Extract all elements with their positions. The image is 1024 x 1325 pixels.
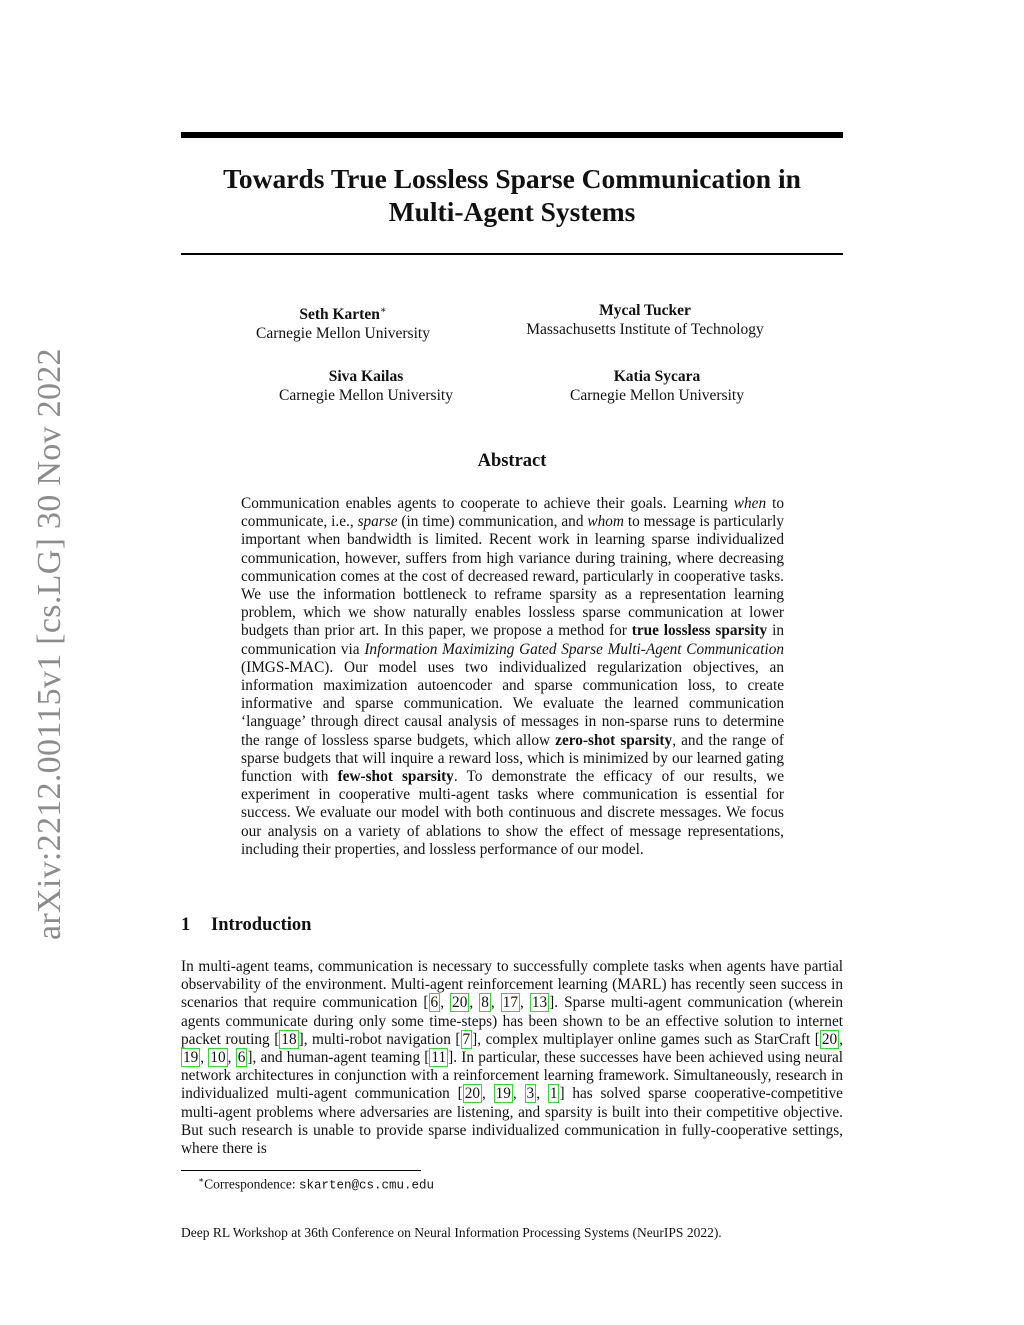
title-line-2: Multi-Agent Systems xyxy=(388,196,636,227)
correspondence-email[interactable]: skarten@cs.cmu.edu xyxy=(298,1178,434,1193)
author-name: Seth Karten xyxy=(299,306,380,324)
arxiv-identifier[interactable]: arXiv:2212.00115v1 [cs.LG] 30 Nov 2022 xyxy=(31,348,68,940)
citation-group xyxy=(429,1048,448,1067)
paper-title xyxy=(181,162,843,228)
citation-link[interactable]: 3 xyxy=(526,1085,535,1103)
title-rule-top xyxy=(181,132,843,138)
section-title: Introduction xyxy=(211,915,312,935)
citation-link[interactable]: 6 xyxy=(237,1049,246,1067)
citation-link[interactable]: 18 xyxy=(281,1030,297,1048)
citation-link[interactable]: 20 xyxy=(452,994,468,1012)
footnote-rule xyxy=(181,1170,421,1171)
citation-group: 20 , 19 , 3 , 1 xyxy=(464,1085,558,1103)
citation-link[interactable]: 8 xyxy=(481,994,489,1012)
author-affiliation: Carnegie Mellon University xyxy=(570,387,744,404)
author-affiliation: Carnegie Mellon University xyxy=(279,387,453,404)
abstract-text: Communication enables agents to cooperate to achieve their goals. Learning when to communicate, i.e., sparse (in time) communication, and whom to message is particularly important when bandwidth is limited. Recent work in learning sparse individualized communication, however, suffers from high variance during training, where decreasing communication comes at the cost of decreased reward, particularly in cooperative tasks. We use the information bottleneck to reframe sparsity as a representation learning problem, which we show naturally enables lossless sparse communication at lower budgets than prior art. In this paper, we propose a method for true lossless sparsity in communication via Information Maximizing Gated Sparse Multi-Agent Communication (IMGS-MAC). Our model uses two individualized regularization objectives, an information maximization autoencoder and sparse communication loss, to create informative and sparse communication. We evaluate the learned communication ‘language’ through direct causal analysis of messages in non-sparse runs to determine the range of lossless sparse budgets, which allow zero-shot sparsity, and the range of sparse budgets that will inquire a reward loss, which is minimized by our learned gating function with few-shot sparsity. To demonstrate the efficacy of our results, we experiment in cooperative multi-agent tasks where communication is essential for success. We evaluate our model with both continuous and discrete messages. We focus our analysis on a variety of ablations to show the effect of message representations, including their properties, and lossless performance of our model. xyxy=(241,495,785,858)
author-block xyxy=(557,367,757,405)
section-heading xyxy=(181,915,311,936)
author-block xyxy=(510,301,780,339)
venue-footer: Deep RL Workshop at 36th Conference on Neural Information Processing Systems (NeurIPS 2022). xyxy=(181,1225,722,1240)
citation-group: 20 , 19 , 10 , 6 xyxy=(183,1030,843,1067)
author-name: Siva Kailas xyxy=(328,368,404,385)
citation-link[interactable]: 20 xyxy=(464,1085,480,1103)
author-block xyxy=(266,367,466,405)
citation-link[interactable]: 19 xyxy=(495,1085,511,1103)
author-name: Katia Sycara xyxy=(613,368,701,385)
citation-group xyxy=(461,1030,473,1049)
citation-link[interactable]: 17 xyxy=(502,994,519,1012)
citation-link[interactable]: 10 xyxy=(210,1049,226,1067)
author-block xyxy=(243,301,443,343)
citation-link[interactable]: 7 xyxy=(462,1030,471,1048)
introduction-text: In multi-agent teams, communication is necessary to successfully complete tasks when agents have partial observability of the environment. Multi-agent reinforcement learning (MARL) has recently seen success in scenarios that require communication [ 6 , 20 , 8 , 17 , 13 ]. Sparse multi-agent communication (wherein agents communicate during only some time-steps) has been shown to be an effective solution to internet packet routing [ 18 ], multi-robot navigation [ 7 ], complex multiplayer online games such as StarCraft [ 20 , 19 , 10 , 6 ], and human-agent teaming [ 11 ]. In particular, these successes have been achieved using neural network architectures in conjunction with a reinforcement learning framework. Simultaneously, research in individualized multi-agent communication [ 20 , 19 , 3 , 1 ] has solved sparse cooperative-competitive multi-agent problems where adversaries are listening, and sparsity is built into their competitive objective. But such research is unable to provide sparse individualized communication in fully-cooperative settings, where there is xyxy=(181,958,844,1158)
citation-link[interactable]: 13 xyxy=(531,994,548,1012)
footnote-mark[interactable]: ∗ xyxy=(379,305,387,316)
citation-link[interactable]: 6 xyxy=(430,994,439,1012)
abstract-heading: Abstract xyxy=(477,451,547,471)
author-affiliation: Carnegie Mellon University xyxy=(256,325,430,343)
footnote: ∗Correspondence: skarten@cs.cmu.edu xyxy=(198,1175,434,1193)
author-affiliation: Massachusetts Institute of Technology xyxy=(526,321,764,338)
author-name: Mycal Tucker xyxy=(599,302,691,319)
citation-link[interactable]: 11 xyxy=(431,1049,447,1067)
citation-link[interactable]: 1 xyxy=(549,1085,558,1103)
citation-group xyxy=(279,1030,298,1049)
citation-link[interactable]: 20 xyxy=(821,1030,838,1048)
citation-group: 6 , 20 , 8 , 17 , 13 xyxy=(430,994,548,1012)
section-number: 1 xyxy=(181,915,191,935)
title-rule-bottom xyxy=(181,253,843,255)
citation-link[interactable]: 19 xyxy=(183,1049,199,1067)
title-line-1: Towards True Lossless Sparse Communication in xyxy=(223,163,801,194)
